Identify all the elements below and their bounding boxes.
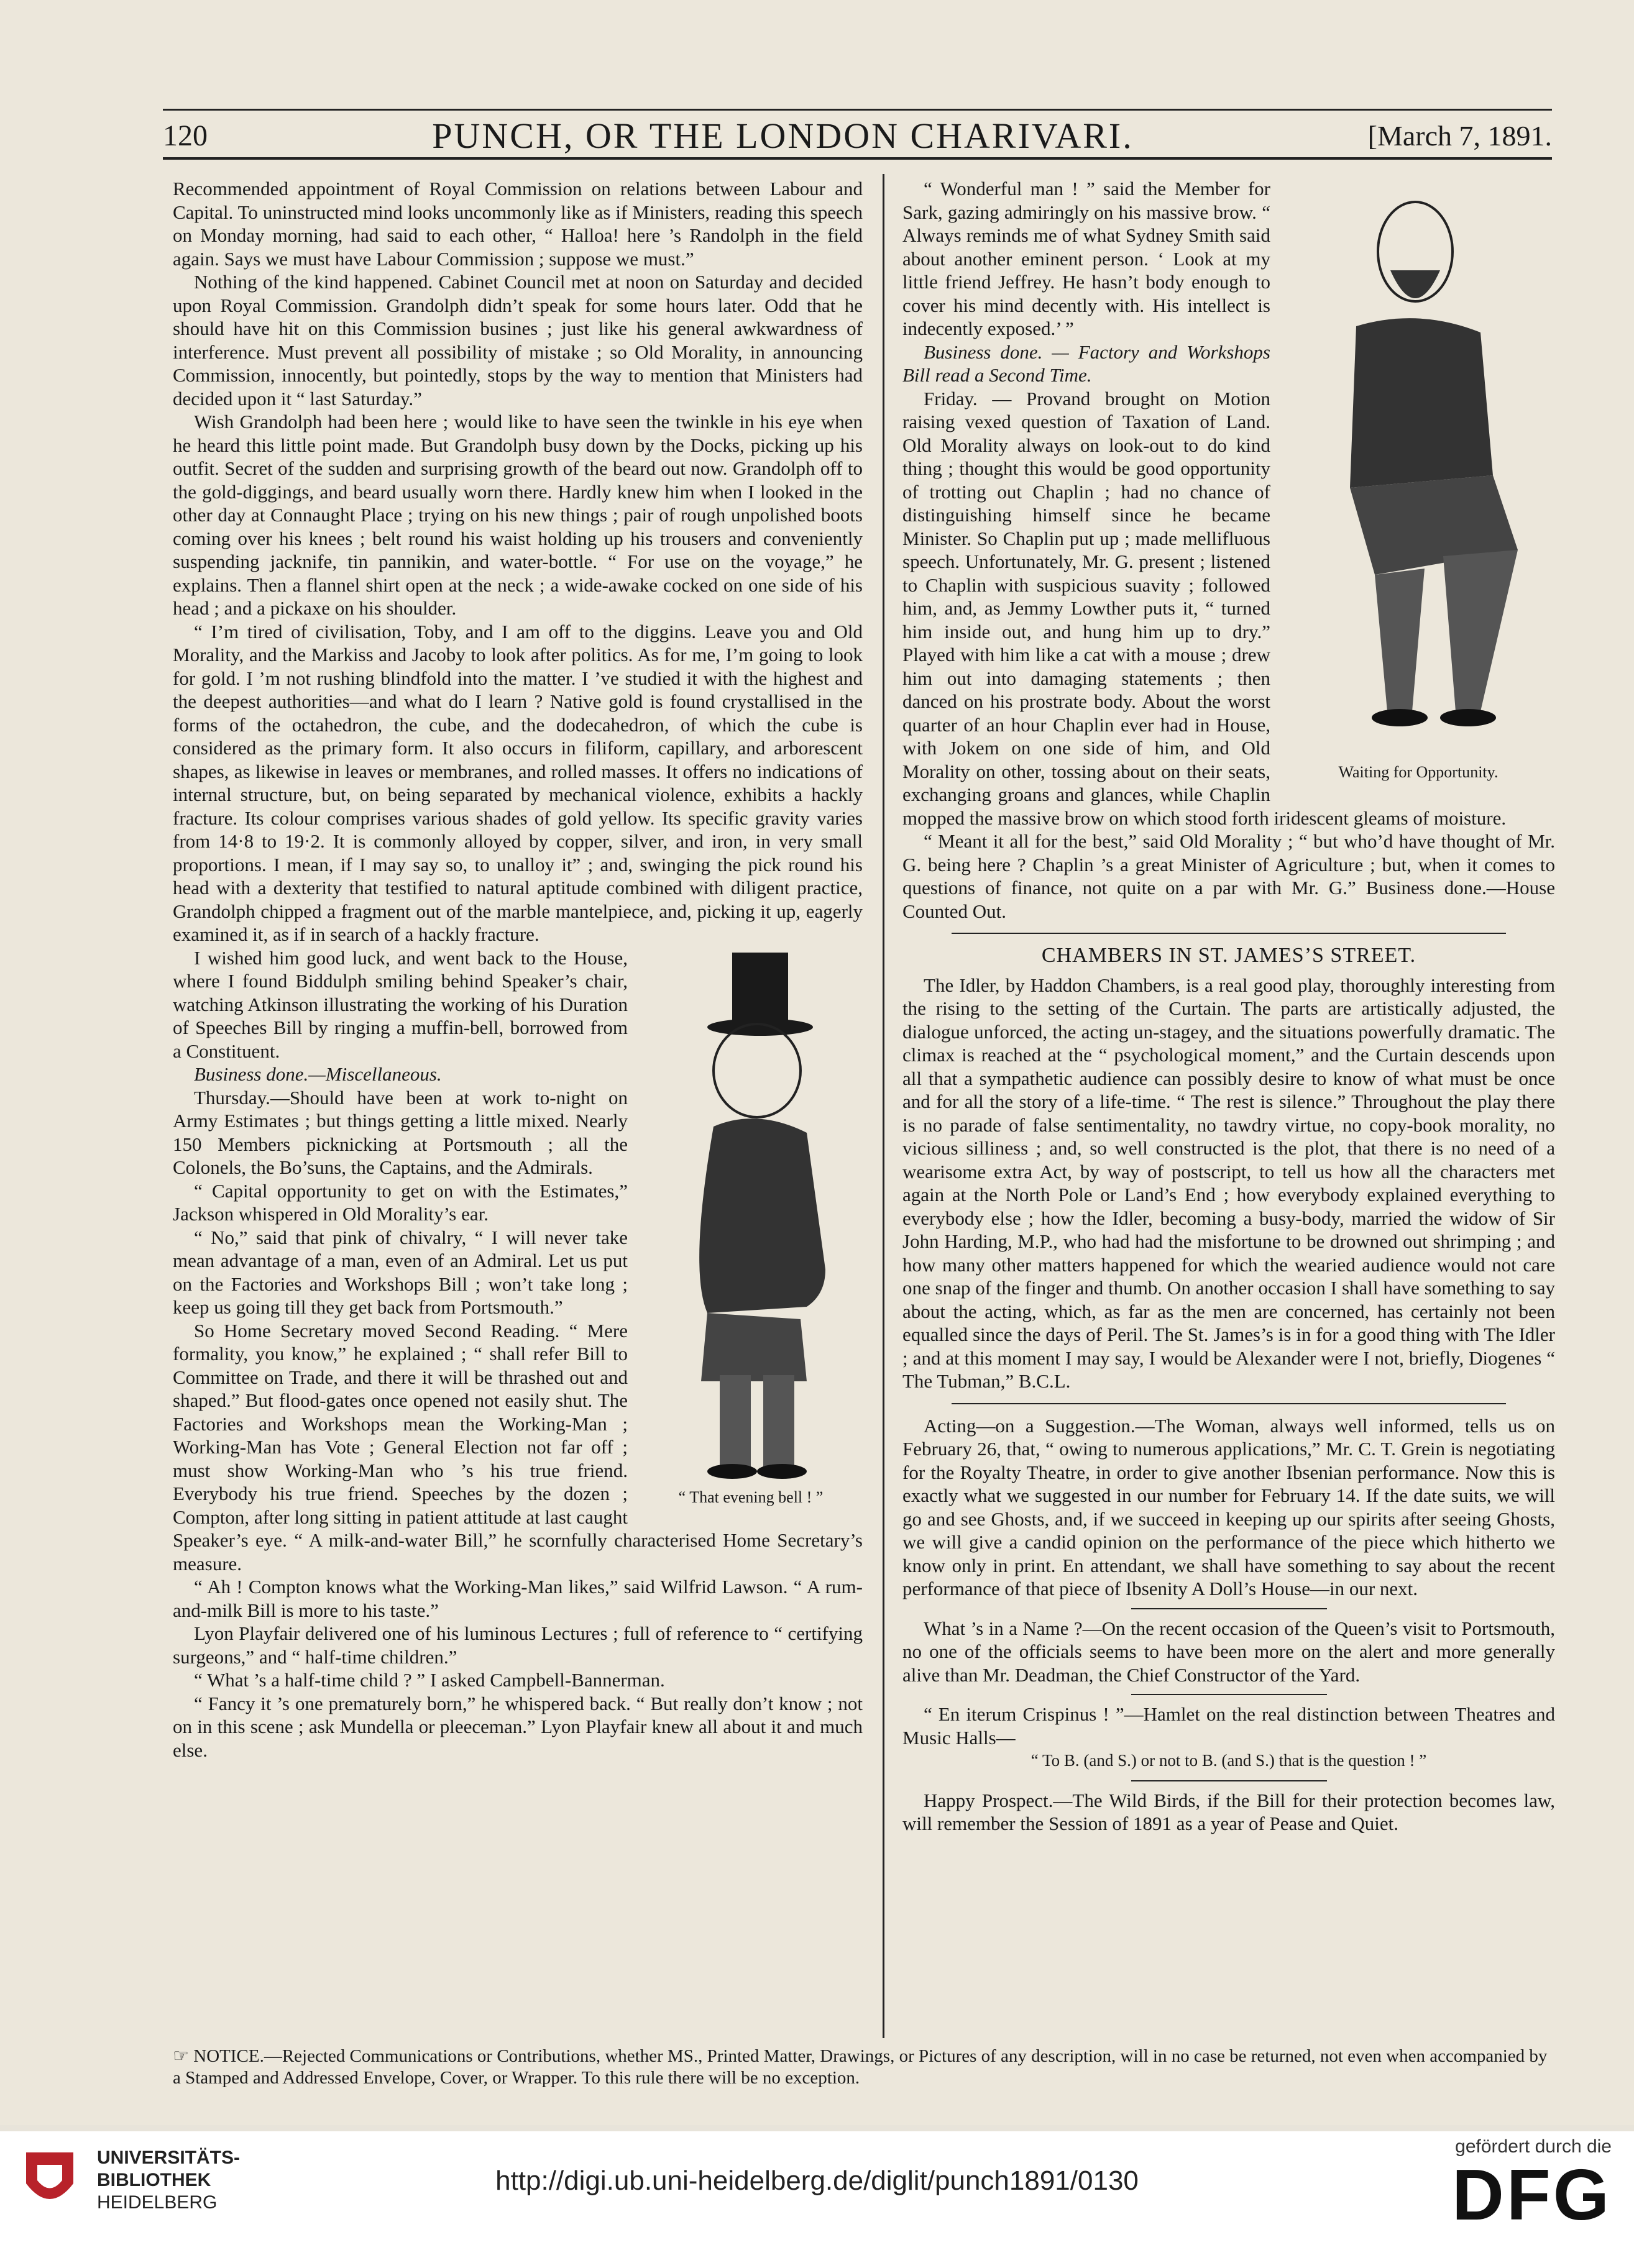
section-divider [1131,1780,1327,1781]
illustration-caption: Waiting for Opportunity. [1338,762,1499,781]
paragraph: “ Capital opportunity to get on with the Estimates,” Jackson whispered in Old Morality’s ear. [173,1179,628,1225]
footer-bar [0,2131,1634,2268]
section-divider [1131,1694,1327,1695]
left-column [173,177,863,1762]
paragraph: Friday. — Provand brought on Motion raising vexed question of Taxation of Land. Old Morality always on look-out to do kind thing ; thought this would be good opportunity of trotting out Chaplin ; had no chance of distinguishing himself since he became Minister. So Chaplin put up ; made mellifluous speech. Unfortunately, Mr. G. present ; listened to Chaplin with suspicious suavity ; followed him, and, as Jemmy Lowther puts it, “ turned him inside out, and hung him up to dry.” Played with him like a cat with a mouse ; drew him out into damaging statements ; then danced on his prostrate body. About the worst quarter of an hour Chaplin ever had in House, with Jokem on one side of him, and Old Morality on other, tossing about on their seats, exchanging groans and glances, while Chaplin mopped the massive brow on which stood forth iridescent gleams of moisture. [902,387,1507,829]
paragraph: “ I’m tired of civilisation, Toby, and I am off to the diggins. Leave you and Old Morality, and the Markiss and Jacoby to look after politics. As for me, I’m going to look for gold. I ’m not rushing blindfold into the matter. I ’ve studied it with the highest and the deepest authorities—and what do I learn ? Native gold is found crystallised in the forms of the octahedron, the cube, and the dodecahedron, of which the cube is considered as the primary form. It also occurs in filiform, capillary, and arborescent shapes, as likewise in leaves or membranes, and rolled masses. It offers no indications of internal structure, but, on being separated by mechanical violence, exhibits a hackly fracture. Its colour comprises various shades of gold yellow. Its specific gravity varies from 14·8 to 19·2. It is commonly alloyed by copper, silver, and iron, in very small proportions. I mean, if I may say so, to unalloy it” ; and, swinging the pick round his head with a dexterity that testified to natural aptitude combined with diligent practice, Grandolph chipped a fragment out of the marble mantelpiece, and, picking it up, eagerly examined it, as if in search of a hackly fracture. [173,620,863,945]
paragraph: Thursday.—Should have been at work to-night on Army Estimates ; but things getting a little mixed. Nearly 150 Members picknicking at Portsmouth ; all the Colonels, the Bo’suns, the Captains, and the Admirals. [173,1086,628,1178]
paragraph: Business done. — Factory and Workshops Bill read a Second Time. [902,341,1270,386]
paragraph: “ Meant it all for the best,” said Old Morality ; “ but who’d have thought of Mr. G. being here ? Chaplin ’s a great Minister of Agriculture ; but, when it comes to questions of finance, not quite on a par with Mr. G.” Business done.—House Counted Out. [902,830,1555,922]
paragraph: “ En iterum Crispinus ! ”—Hamlet on the real distinction between Theatres and Music Halls— [902,1703,1555,1749]
paragraph: Acting—on a Suggestion.—The Woman, always well informed, tells us on February 26, that, “ owing to numerous applications,” Mr. C. T. Grein is negotiating for the Royalty Theatre, in order to give another Ibsenian performance. Now this is exactly what we suggested in our number for February 14. If the date suits, we will go and see Ghosts, and, if we succeed in keeping up our spirits after seeing Ghosts, we will give a candid opinion on the performance of the piece which hitherto we know only in print. En attendant, we shall have something to say about the recent performance of that piece of Ibsenity A Doll’s House—in our next. [902,1414,1555,1599]
column-divider [883,174,884,2038]
paragraph: “ What ’s a half-time child ? ” I asked Campbell-Bannerman. [194,1669,665,1691]
paragraph: “ No,” said that pink of chivalry, “ I will never take mean advantage of a man, even of an Admiral. Let us put on the Factories and Workshops Bill ; won’t take long ; keep us going till they get back from Portsmouth.” [173,1226,628,1318]
right-column [902,177,1555,1836]
library-name: UNIVERSITÄTS- BIBLIOTHEK HEIDELBERG [97,2147,241,2213]
paragraph: Nothing of the kind happened. Cabinet Council met at noon on Saturday and decided upon Royal Commission. Grandolph didn’t speak for some hours later. Odd that he should have hit on this Commission busines ; just like his general awkwardness of interference. Must prevent all possibility of mistake ; so Old Morality, in announcing Commission, innocently, but pointedly, stops by the way to mention that Ministers had decided upon it “ last Saturday.” [173,271,863,409]
paragraph: What ’s in a Name ?—On the recent occasion of the Queen’s visit to Portsmouth, no one of the officials seems to have been more on the alert and more generally alive than Mr. Deadman, the Chief Constructor of the Yard. [902,1617,1555,1686]
paragraph: Wish Grandolph had been here ; would like to have seen the twinkle in his eye when he heard this little point made. But Grandolph busy down by the Docks, picking up his outfit. Secret of the sudden and surprising growth of the beard out now. Grandolph off to the gold-diggings, and beard usually worn there. Hardly knew him when I looked in the other day at Connaught Place ; trying on his new things ; pair of rough unpolished boots coming over his knees ; belt round his waist holding up his trousers and conveniently suspending jacknife, tin pannikin, and water-bottle. “ For use on the voyage,” he explains. Then a flannel shirt open at the neck ; a wide-awake cocked on one side of his head ; and a pickaxe on his shoulder. [173,411,863,619]
politician-illustration [639,946,863,1481]
illustration-figure [1282,177,1555,784]
minister-illustration [1282,177,1555,755]
section-heading: CHAMBERS IN ST. JAMES’S STREET. [1041,944,1416,967]
section-divider [952,1403,1507,1404]
quote: “ To B. (and S.) or not to B. (and S.) that is the question ! ” [1030,1751,1427,1770]
page-number: 120 [163,119,208,152]
dfg-logo [1452,2136,1612,2235]
paragraph: Recommended appointment of Royal Commission on relations between Labour and Capital. To uninstructed mind looks uncommonly like as if Ministers, reading this speech on Monday morning, had said to each other, “ Halloa! here ’s Randolph in the field again. Says we must have Labour Commission ; suppose we must.” [173,178,863,270]
source-url-link[interactable]: http://digi.ub.uni-heidelberg.de/diglit/punch1891/0130 [495,2165,1139,2196]
page-title: PUNCH, OR THE LONDON CHARIVARI. [432,115,1134,156]
paragraph: I wished him good luck, and went back to the House, where I found Biddulph smiling behind Speaker’s chair, watching Atkinson illustrating the working of his Duration of Speeches Bill by ringing a muffin-bell, borrowed from a Constituent. [173,946,628,1062]
paragraph: The Idler, by Haddon Chambers, is a real good play, thoroughly interesting from the rising to the setting of the Curtain. The parts are artistically adjusted, the dialogue unforced, the acting un-stagey, and the situations powerfully dramatic. The climax is reached at the “ psychological moment,” and the Curtain descends upon all that a sympathetic audience can possibly desire to know of what must be once and for all the story of a life-time. “ The rest is silence.” Throughout the play there is no parade of false sentimentality, no tawdry virtue, no copy-book morality, no vicious silliness ; and, so well constructed is the plot, that there is no need of a wearisome extra Act, by way of postscript, to tell us how all the characters met again at the North Pole or Land’s End ; how everybody explained everything to everybody else ; how the Idler, becoming a busy-body, married the widow of Sir John Harding, M.P., who had had the misfortune to be drowned out shrimping ; and how many other matters happened for which the wearied audience would not care one snap of the finger and thumb. On another occasion I shall have something to say about the acting, which, as far as the men are concerned, has certainly not been equalled since the days of Peril. The St. James’s is in for a good thing with The Idler ; and at this moment I may say, I would be Alexander were I not, briefly, Diogenes “ The Tubman,” B.C.L. [902,974,1555,1392]
page-header [163,114,1552,160]
section-divider [1131,1608,1327,1609]
notice: ☞ NOTICE.—Rejected Communications or Contributions, whether MS., Printed Matter, Drawings, or Pictures of any description, will in no case be returned, not even when accompanied by a Stamped and Addressed Envelope, Cover, or Wrapper. To this rule there will be no exception. [173,2046,1548,2088]
illustration-figure [639,946,863,1509]
dfg-wordmark: DFG [1452,2154,1612,2235]
paragraph: “ Wonderful man ! ” said the Member for Sark, gazing admiringly on his massive brow. “ Always reminds me of what Sydney Smith said about another eminent person. ‘ Look at my little friend Jeffrey. He hasn’t body enough to cover his mind decently with. His intellect is indecently exposed.’ ” [902,178,1270,339]
issue-date: [March 7, 1891. [1367,119,1552,152]
section-divider [952,933,1507,934]
paragraph: Happy Prospect.—The Wild Birds, if the Bill for their protection becomes law, will remember the Session of 1891 as a year of Pease and Quiet. [902,1789,1555,1834]
paragraph: “ Fancy it ’s one prematurely born,” he whispered back. “ But really don’t know ; not on in this scene ; ask Mundella or pleeceman.” Lyon Playfair knew all about it and much else. [173,1692,863,1761]
paragraph: Business done.—Miscellaneous. [194,1063,442,1085]
paragraph: Lyon Playfair delivered one of his luminous Lectures ; full of reference to “ certifying surgeons,” and “ half-time children.” [173,1622,863,1668]
funded-by-text: gefördert durch die [1455,2136,1612,2157]
paragraph: So Home Secretary moved Second Reading. “ Mere formality, you know,” he explained ; “ shall refer Bill to Committee on Trade, and there it will be thrashed out and shaped.” But flood-gates once opened not easily shut. The Factories and Workshops mean the Working-Man ; Working-Man has Vote ; General Election not far off ; must show Working-Man who ’s his true friend. Everybody his true friend. Speeches by the dozen ; Compton, after long sitting in patient attitude at last caught Speaker’s eye. “ A milk-and-water Bill,” he scornfully characterised Home Secretary’s measure. [173,1319,863,1575]
top-rule [163,109,1552,111]
paragraph: “ Ah ! Compton knows what the Working-Man likes,” said Wilfrid Lawson. “ A rum-and-milk Bill is more to his taste.” [173,1576,863,1621]
illustration-caption: “ That evening bell ! ” [678,1488,824,1506]
